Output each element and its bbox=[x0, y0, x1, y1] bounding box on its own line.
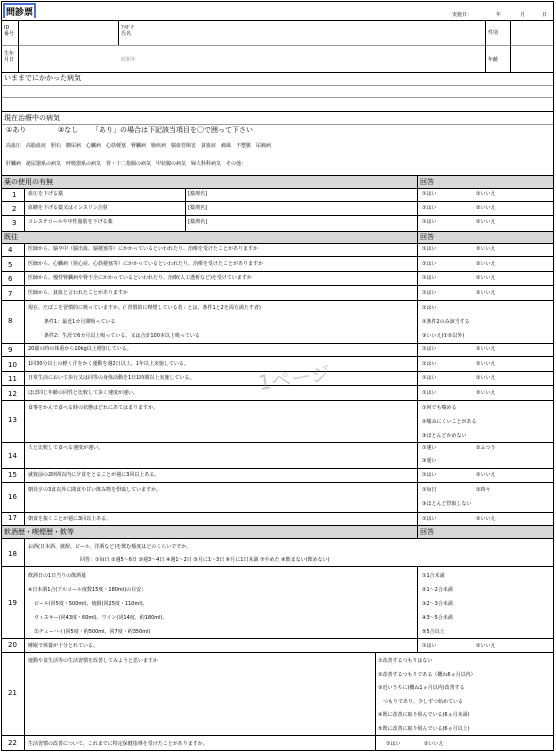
history-row-text: 1回30分以上の軽く汗をかく運動を週2日以上、1年以上実施している。 bbox=[28, 360, 189, 367]
q8-number: 8 bbox=[8, 317, 13, 325]
history-row-text: 医師から、脳卒中（脳出血、脳梗塞等）にかかっているといわれたり、治療を受けたことがありますか bbox=[28, 246, 259, 252]
q21-option[interactable]: ④既に改善に取り組んでいる(6ヵ月未満) bbox=[378, 712, 470, 718]
medication-answer-header: 回答 bbox=[420, 178, 434, 186]
history-option-no[interactable]: ②いいえ bbox=[476, 246, 496, 252]
era-label: 昭和年 bbox=[121, 57, 137, 63]
q13-option-2[interactable]: ②噛みにくいことがある bbox=[422, 419, 477, 425]
disease-list-1[interactable]: 高血圧 高脂血症 胆石 糖尿病 心臓病 心筋梗塞 腎臓病 肺疾病 脳血管障害 貧血症 痛風 不整脈 尿痛病 bbox=[6, 143, 272, 149]
history-option-no[interactable]: ②いいえ bbox=[476, 275, 496, 281]
q16-option-2[interactable]: ②時々 bbox=[476, 487, 491, 493]
history-option-no[interactable]: ②いいえ bbox=[476, 360, 496, 367]
q22-number: 22 bbox=[8, 739, 17, 747]
q21-option[interactable]: つもりであり、少しずつ始めている bbox=[378, 698, 464, 705]
q18-options[interactable]: 回答：①毎日 ②週5～6日 ③週3～4日 ④週1～2日 ⑤月に1～3日 ⑥月に1日未満 ⑦やめた ⑧飲まない(飲めない) bbox=[80, 557, 330, 563]
q21-text: 運動や食生活等の生活習慣を改善してみようと思いますか bbox=[28, 658, 159, 664]
history-option-yes[interactable]: ①はい bbox=[422, 389, 437, 396]
medication-option-no[interactable]: ②いいえ bbox=[476, 191, 496, 197]
q19-option[interactable]: ④3～5合未満 bbox=[422, 615, 453, 621]
medication-row-text: コレステロールや中性脂肪を下げる薬 bbox=[28, 219, 113, 225]
q8-option-1[interactable]: ①はい bbox=[422, 305, 437, 311]
q13-option-1[interactable]: ①何でも噛める bbox=[422, 405, 457, 411]
drug-name-field[interactable]: [薬剤名] bbox=[188, 205, 207, 211]
history-row-number: 7 bbox=[8, 289, 13, 298]
age-label: 年齢 bbox=[488, 57, 499, 63]
history-row-text: 医師から、慢性腎臓病や腎不全にかかっているといわれたり、治療(人工透析など)を受けていますか bbox=[28, 275, 252, 281]
drug-name-field[interactable]: [薬剤名] bbox=[188, 219, 207, 225]
drug-name-field[interactable]: [薬剤名] bbox=[188, 191, 207, 197]
history-option-yes[interactable]: ①はい bbox=[422, 246, 437, 252]
q19-line5: 缶チューハイ(同5度・約500ml、同7度・約350ml) bbox=[34, 629, 151, 635]
q14-number: 14 bbox=[8, 452, 17, 460]
history-title: 既往 bbox=[4, 233, 18, 241]
q21-number: 21 bbox=[8, 689, 17, 697]
q14-option-3[interactable]: ③遅い bbox=[422, 458, 437, 464]
page-title: 問診票 bbox=[3, 3, 36, 18]
history-option-yes[interactable]: ①はい bbox=[422, 289, 437, 296]
q20-option-2[interactable]: ②いいえ bbox=[476, 643, 496, 649]
medication-option-yes[interactable]: ①はい bbox=[422, 219, 437, 225]
page-watermark: 1ページ bbox=[256, 361, 332, 395]
drinking-answer-header: 回答 bbox=[420, 528, 434, 536]
q13-option-3[interactable]: ③ほとんどかめない bbox=[422, 433, 467, 439]
history-option-no[interactable]: ②いいえ bbox=[476, 375, 496, 381]
disease-list-2[interactable]: 肝臓病 泌尿器系の病気 呼吸器系の病気 胃・十二指腸の病気 甲状腺の病気 婦人科科病気 その他： bbox=[6, 161, 247, 167]
q17-option-1[interactable]: ①はい bbox=[422, 516, 437, 522]
q16-option-3[interactable]: ③ほとんど摂取しない bbox=[422, 501, 472, 507]
q14-option-2[interactable]: ②ふつう bbox=[476, 445, 496, 451]
medication-row-number: 2 bbox=[12, 205, 17, 213]
q15-number: 15 bbox=[8, 471, 17, 479]
q19-line4: ウィスキー(同43度・60ml)、ワイン(同14度、約180ml)、 bbox=[34, 615, 168, 621]
history-row-number: 12 bbox=[8, 389, 17, 398]
history-option-no[interactable]: ②いいえ bbox=[476, 346, 496, 352]
history-option-no[interactable]: ②いいえ bbox=[476, 289, 496, 296]
q21-option[interactable]: ①改善するつもりはない bbox=[378, 658, 433, 664]
history-option-yes[interactable]: ①はい bbox=[422, 346, 437, 352]
history-row-text: 20歳の時の体重から10kg以上増加している。 bbox=[28, 346, 132, 352]
furigana-label: ﾌﾘｶﾞﾅ 氏名 bbox=[121, 25, 134, 37]
q8-line3: 条件2：生涯で6カ月以上吸っている、又は合計100本以上吸っている bbox=[44, 333, 200, 339]
q22-text: 生活習慣の改善について、これまでに特定保健指導を受けたことがありますか。 bbox=[28, 741, 208, 747]
past-illness-title: いままでにかかった病気 bbox=[4, 74, 81, 82]
q19-number: 19 bbox=[8, 599, 17, 607]
month-label: 月 bbox=[520, 12, 526, 18]
history-row-text: 医師から、貧血と言われたことがありますか bbox=[28, 289, 129, 296]
history-answer-header: 回答 bbox=[420, 233, 434, 241]
history-row-number: 9 bbox=[8, 346, 13, 354]
medication-option-yes[interactable]: ①はい bbox=[422, 205, 437, 211]
birth-label: 生年 月日 bbox=[4, 51, 15, 63]
current-illness-no[interactable]: ②なし bbox=[58, 126, 79, 134]
medication-row-text: 血糖を下げる薬又はインスリン注射 bbox=[28, 205, 108, 211]
date-label: 実施日： bbox=[452, 12, 473, 18]
q20-number: 20 bbox=[8, 641, 17, 649]
medication-option-no[interactable]: ②いいえ bbox=[476, 205, 496, 211]
q13-text: 食事をかんで食べる時の状態はどれにあてはまりますか。 bbox=[28, 405, 159, 411]
history-row-number: 10 bbox=[8, 360, 17, 369]
q15-option-2[interactable]: ②いいえ bbox=[476, 472, 496, 478]
day-label: 日 bbox=[542, 12, 548, 18]
q16-number: 16 bbox=[8, 493, 17, 501]
sex-label: 性別 bbox=[488, 30, 499, 36]
q8-line2: 条件1：最近1カ月間吸っている bbox=[44, 319, 116, 325]
q14-option-1[interactable]: ①速い bbox=[422, 445, 437, 451]
q22-option-2[interactable]: ②いいえ bbox=[424, 741, 444, 747]
q8-option-2[interactable]: ②条件2のみ該当する bbox=[422, 319, 470, 325]
q19-option[interactable]: ⑤5合以上 bbox=[422, 629, 445, 635]
q16-text: 朝昼夕の3食以外に間食や甘い飲み物を摂取していますか。 bbox=[28, 487, 162, 493]
q13-number: 13 bbox=[8, 416, 17, 424]
history-row-number: 4 bbox=[8, 246, 13, 254]
q19-option[interactable]: ①1合未満 bbox=[422, 573, 445, 579]
q19-option[interactable]: ③2～3合未満 bbox=[422, 601, 453, 607]
drinking-title: 飲酒歴・喫煙歴・飲等 bbox=[4, 528, 74, 536]
medication-option-no[interactable]: ②いいえ bbox=[476, 219, 496, 225]
history-row-text: 日常生活において歩行又は同等の身体活動を1日1時間以上実施している。 bbox=[28, 375, 195, 381]
history-option-no[interactable]: ②いいえ bbox=[476, 389, 496, 396]
history-option-yes[interactable]: ①はい bbox=[422, 275, 437, 281]
q19-line3: ビール(同5度・500ml)、焼酎(同25度・110ml)、 bbox=[34, 601, 148, 607]
current-illness-instruction: 「あり」の場合は下記該当項目を〇で囲って下さい bbox=[92, 126, 253, 134]
q8-option-3[interactable]: ③いいえ(①②以外) bbox=[422, 333, 465, 339]
medication-row-number: 3 bbox=[12, 219, 17, 227]
q17-text: 朝食を抜くことが週に3回以上ある。 bbox=[28, 516, 112, 522]
history-row-number: 5 bbox=[8, 260, 13, 269]
id-label: ID 番号 bbox=[4, 25, 15, 37]
current-illness-title: 現在治療中の病気 bbox=[4, 114, 60, 122]
q19-line1: 飲酒日の1日当りの飲酒量 bbox=[28, 573, 87, 579]
history-option-no[interactable]: ②いいえ bbox=[476, 260, 496, 267]
history-row-text: ほぼ同じ年齢の同性と比較して歩く速度が速い。 bbox=[28, 389, 139, 396]
q18-number: 18 bbox=[8, 550, 17, 558]
q17-number: 17 bbox=[8, 514, 17, 522]
medication-option-yes[interactable]: ①はい bbox=[422, 191, 437, 197]
medication-title: 薬の使用の有無 bbox=[4, 178, 53, 186]
q8-line1: 現在、たばこを習慣的に吸っていますか。(「習慣的に喫煙している者」とは、条件1と2を両方満たす者) bbox=[28, 305, 261, 311]
q21-option[interactable]: ⑤既に改善に取り組んでいる(6ヵ月以上) bbox=[378, 725, 470, 732]
medication-row-text: 血圧を下げる薬 bbox=[28, 191, 64, 197]
q22-option-1[interactable]: ①はい bbox=[386, 741, 401, 747]
medication-row-number: 1 bbox=[12, 191, 17, 199]
q20-option-1[interactable]: ①はい bbox=[422, 643, 437, 649]
q20-text: 睡眠で休養が十分とれている。 bbox=[28, 643, 99, 649]
q19-line2: ※日本酒1合(アルコール度数15度・180ml)の目安： bbox=[28, 587, 147, 593]
q14-text: 人と比較して食べる速度が速い。 bbox=[28, 445, 104, 451]
history-row-text: 医師から、心臓病（狭心症、心筋梗塞等）にかかっているといわれたり、治療を受けたことがありますか bbox=[28, 260, 264, 267]
year-label: 年 bbox=[496, 12, 502, 18]
history-row-number: 6 bbox=[8, 275, 13, 283]
current-illness-yes[interactable]: ①あり bbox=[6, 126, 27, 134]
history-option-yes[interactable]: ①はい bbox=[422, 260, 437, 267]
q16-option-1[interactable]: ①毎日 bbox=[422, 487, 437, 493]
q15-option-1[interactable]: ①はい bbox=[422, 472, 437, 478]
q21-option[interactable]: ②改善するつもりである（概ね6ヵ月以内） bbox=[378, 671, 476, 678]
q21-option[interactable]: ③近いうちに(概ね1ヵ月以内)改善する bbox=[378, 685, 465, 691]
q17-option-2[interactable]: ②いいえ bbox=[476, 516, 496, 522]
q18-text: お酒(日本酒、焼酎、ビール、洋酒など)を飲む頻度はどのくらいですか。 bbox=[28, 544, 192, 550]
history-row-number: 11 bbox=[8, 375, 17, 383]
history-option-yes[interactable]: ①はい bbox=[422, 360, 437, 367]
q15-text: 就寝前の2時間以内に夕食をとることが週に3回以上ある。 bbox=[28, 472, 160, 478]
q19-option[interactable]: ②1～2合未満 bbox=[422, 587, 453, 593]
history-option-yes[interactable]: ①はい bbox=[422, 375, 437, 381]
